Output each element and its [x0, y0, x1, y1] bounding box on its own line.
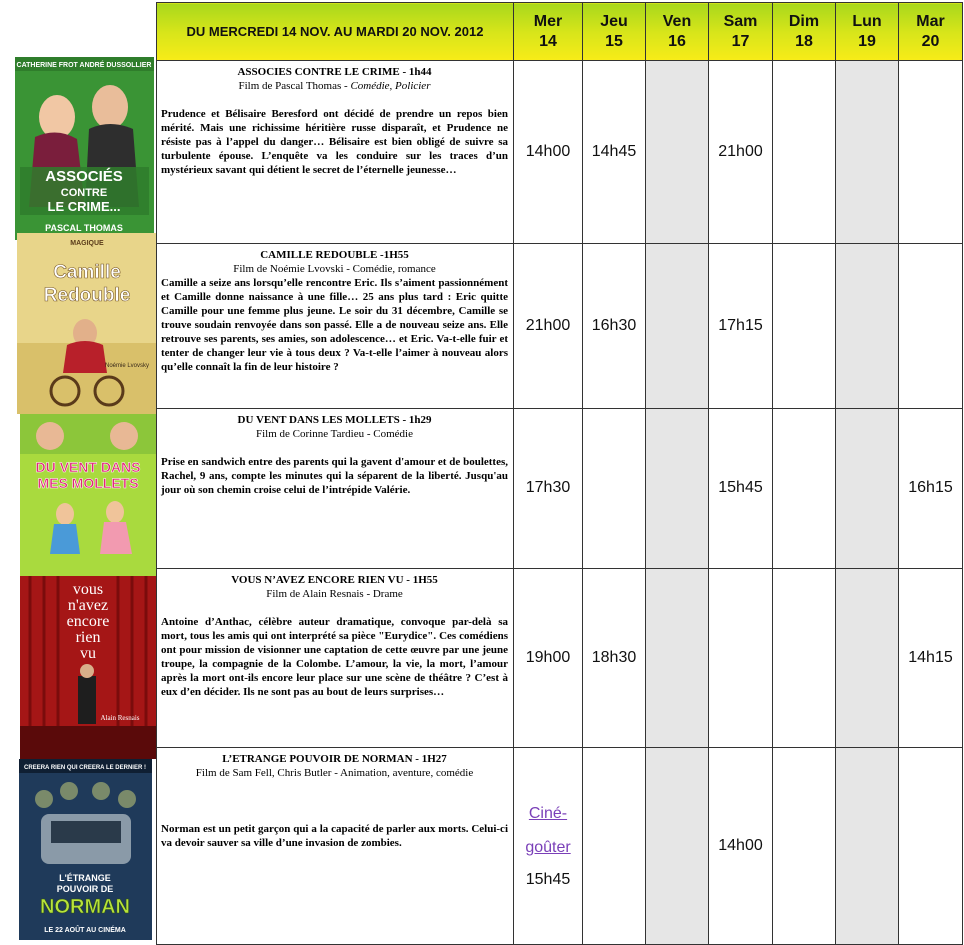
- showtime-cell: [773, 409, 836, 568]
- poster-director: Alain Resnais: [100, 714, 140, 722]
- day-number: 19: [858, 32, 876, 50]
- film-title: VOUS N’AVEZ ENCORE RIEN VU - 1H55: [231, 573, 438, 586]
- film-title: L’ETRANGE POUVOIR DE NORMAN - 1H27: [222, 752, 447, 765]
- day-name: Mar: [916, 12, 945, 30]
- showtime-cell: [899, 244, 963, 409]
- showtime-cell: 21h00: [514, 244, 583, 409]
- showtime-cell: [646, 244, 709, 409]
- showtime-cell: 16h15: [899, 409, 963, 568]
- poster-title-line: vous: [72, 581, 104, 598]
- poster-title-line: DU VENT DANS: [35, 459, 141, 475]
- showtime-cell: [836, 747, 899, 944]
- showtime-cell: [836, 244, 899, 409]
- day-header: [646, 3, 709, 61]
- poster-director: PASCAL THOMAS: [45, 223, 123, 233]
- showtime-cell: [773, 244, 836, 409]
- poster-tagline: CREERA RIEN QUI CREERA LE DERNIER !: [24, 765, 146, 771]
- film-credit: [161, 79, 508, 93]
- showtime-cell: [646, 61, 709, 244]
- poster-release: LE 22 AOÛT AU CINÉMA: [44, 927, 126, 934]
- poster-director: Noémie Lvovsky: [104, 363, 150, 369]
- film-row: [157, 244, 963, 409]
- poster-title-line: POUVOIR DE: [56, 884, 114, 894]
- film-synopsis: Prudence et Bélisaire Beresford ont décidé de prendre un repos bien mérité. Mais une richissime héritière russe disparaît, et Prudence ne résiste pas à l’appel du danger… Bélisaire est bien obligé de suivre sa turbulente épouse. L’enquête va les conduire sur les traces d’un mystérieux savant qui détient le secret de l’éternelle jeunesse…: [161, 108, 508, 177]
- showtime-cell: [646, 568, 709, 747]
- film-description: [157, 61, 514, 244]
- day-header: [583, 3, 646, 61]
- day-number: 16: [668, 32, 686, 50]
- day-header: [773, 3, 836, 61]
- film-synopsis: Camille a seize ans lorsqu’elle rencontre Eric. Ils s’aiment passionnément et Camille donne naissance à une fille… 25 ans plus tard : Eric quitte Camille pour une femme plus jeune. Le soir du 31 décembre, Camille se trouve soudain renvoyée dans son passé. Elle a de nouveau seize ans. Elle retrouve ses parents, ses amies, son adolescence… et Eric. Va-t-elle fuir et tenter de changer leur vie à tous deux ? Va-t-elle l’aimer à nouveau alors qu’elle connaît la fin de leur histoire ?: [161, 277, 508, 374]
- film-poster-associes: [15, 57, 154, 240]
- schedule-table: [156, 2, 963, 945]
- showtime-cell: [583, 409, 646, 568]
- showtime-cell: [773, 747, 836, 944]
- film-poster-camille: [17, 233, 157, 414]
- day-header: [899, 3, 963, 61]
- poster-title-line: rien: [75, 629, 101, 646]
- showtime-cell: 15h45: [709, 409, 773, 568]
- poster-title-line: Camille: [53, 262, 121, 283]
- showtime-cell: [899, 747, 963, 944]
- header-row: [157, 3, 963, 61]
- showtime-cell: [709, 568, 773, 747]
- showtime-cell: 17h15: [709, 244, 773, 409]
- day-number: 15: [605, 32, 623, 50]
- showtime-cell-cine-gouter: [514, 747, 583, 944]
- showtime-cell: [773, 61, 836, 244]
- poster-title-line: Redouble: [43, 285, 131, 306]
- film-description: [157, 568, 514, 747]
- poster-title-line: encore: [66, 613, 110, 630]
- day-header: [836, 3, 899, 61]
- poster-title-line: ASSOCIÉS: [45, 168, 123, 185]
- film-row: [157, 747, 963, 944]
- showtime-cell: [899, 61, 963, 244]
- film-credit: Film de Alain Resnais - Drame: [266, 587, 403, 600]
- film-credit: Film de Corinne Tardieu - Comédie: [256, 428, 413, 441]
- film-director: Film de Pascal Thomas -: [238, 80, 351, 93]
- week-title: DU MERCREDI 14 NOV. AU MARDI 20 NOV. 2012: [157, 3, 514, 61]
- poster-title-line: CONTRE: [60, 187, 108, 199]
- day-number: 20: [921, 32, 940, 50]
- film-description: [157, 747, 514, 944]
- showtime-cell: 19h00: [514, 568, 583, 747]
- cine-gouter-time: 15h45: [525, 870, 571, 888]
- day-number: 17: [731, 32, 750, 50]
- day-name: Lun: [852, 12, 882, 30]
- day-number: 14: [539, 32, 557, 50]
- day-name: Mer: [533, 12, 563, 30]
- film-row: [157, 409, 963, 568]
- cine-gouter-label: Ciné-: [528, 804, 568, 822]
- film-synopsis: Antoine d’Anthac, célèbre auteur dramatique, convoque par-delà sa mort, tous les amis qui ont interprété sa pièce "Eurydice". Ces comédiens ont pour mission de visionner une captation de cette œuvre par une jeune troupe, la compagnie de la Colombe. L’amour, la vie, la mort, l’amour après la mort ont-ils encore leur place sur une scène de théâtre ? C’est à eux d’en décider. Ils ne sont pas au bout de leurs surprises…: [161, 615, 508, 698]
- showtime-cell: 18h30: [583, 568, 646, 747]
- day-number: 18: [795, 32, 813, 50]
- showtime-cell: [773, 568, 836, 747]
- poster-credit: CATHERINE FROT ANDRÉ DUSSOLLIER: [16, 62, 152, 69]
- film-synopsis: Norman est un petit garçon qui a la capacité de parler aux morts. Celui-ci va devoir sauver sa ville d’une invasion de zombies.: [161, 822, 508, 849]
- film-description: [157, 409, 514, 568]
- showtime-cell: 14h00: [514, 61, 583, 244]
- film-credit: Film de Noémie Lvovski - Comédie, romance: [233, 263, 436, 276]
- poster-title-line: MES MOLLETS: [37, 475, 139, 491]
- showtime-cell: [836, 409, 899, 568]
- day-name: Dim: [788, 12, 820, 30]
- film-synopsis: Prise en sandwich entre des parents qui la gavent d'amour et de boulettes, Rachel, 9 ans, compte les minutes qui la séparent de la liberté. Jusqu'au jour où son chemin croise celui de l’intrépide Valérie.: [161, 456, 508, 497]
- film-poster-du-vent: [20, 414, 157, 577]
- film-genre: Comédie, Policier: [350, 80, 431, 93]
- showtime-cell: 16h30: [583, 244, 646, 409]
- showtime-cell: [836, 568, 899, 747]
- day-name: Jeu: [600, 12, 628, 30]
- film-credit: Film de Sam Fell, Chris Butler - Animation, aventure, comédie: [195, 766, 474, 779]
- showtime-cell: 14h00: [709, 747, 773, 944]
- day-name: Ven: [662, 12, 692, 30]
- film-poster-vous-navez: [20, 576, 156, 759]
- day-header: [709, 3, 773, 61]
- day-header: [514, 3, 583, 61]
- showtime-cell: 14h15: [899, 568, 963, 747]
- day-name: Sam: [723, 12, 758, 30]
- showtime-cell: 21h00: [709, 61, 773, 244]
- showtime-cell: 14h45: [583, 61, 646, 244]
- showtime-cell: [646, 747, 709, 944]
- showtime-cell: [583, 747, 646, 944]
- poster-title-line: NORMAN: [40, 896, 130, 918]
- cine-gouter-label: goûter: [525, 838, 571, 856]
- poster-title-line: vu: [80, 645, 96, 662]
- film-row: [157, 61, 963, 244]
- poster-tagline: MAGIQUE: [70, 240, 104, 247]
- film-row: [157, 568, 963, 747]
- film-title: DU VENT DANS LES MOLLETS - 1h29: [237, 414, 432, 427]
- film-title: CAMILLE REDOUBLE -1H55: [260, 249, 409, 262]
- film-description: [157, 244, 514, 409]
- showtime-cell: 17h30: [514, 409, 583, 568]
- poster-title-line: LE CRIME...: [47, 199, 121, 214]
- showtime-cell: [836, 61, 899, 244]
- film-title: ASSOCIES CONTRE LE CRIME - 1h44: [237, 66, 432, 79]
- film-poster-norman: [19, 759, 152, 940]
- poster-title-line: L'ÉTRANGE: [59, 873, 111, 883]
- poster-title-line: n'avez: [67, 597, 109, 614]
- showtime-cell: [646, 409, 709, 568]
